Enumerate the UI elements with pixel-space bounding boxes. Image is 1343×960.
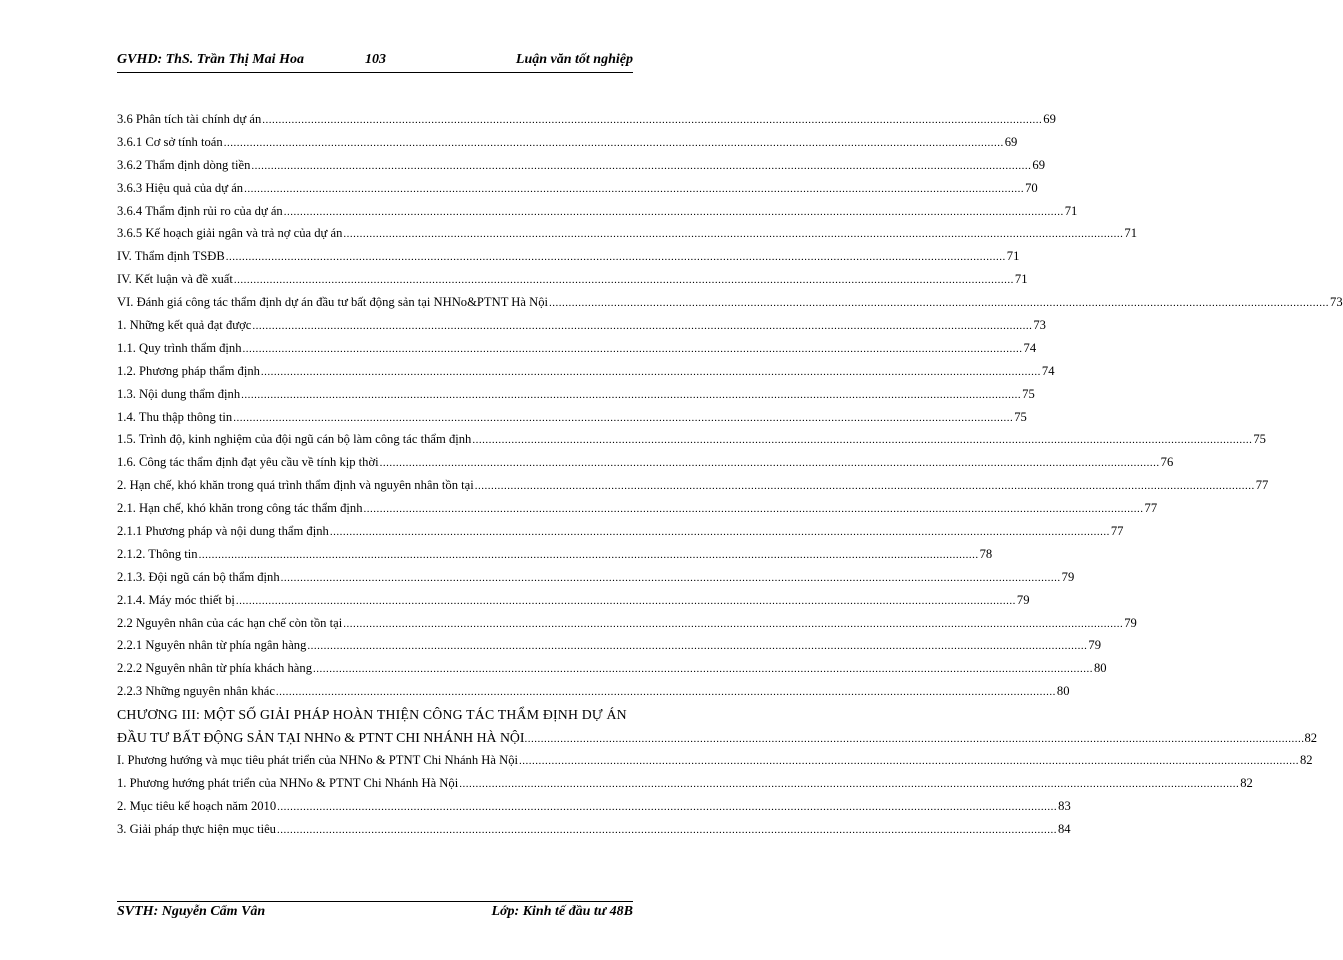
toc-entry[interactable] [117, 455, 1174, 478]
toc-entry-title: 1.6. Công tác thẩm định đạt yêu cầu về tính kịp thời [117, 455, 379, 470]
toc-entry[interactable] [117, 661, 1107, 684]
toc-entry[interactable] [117, 592, 1030, 616]
toc-entry-page: 71 [1006, 249, 1020, 264]
toc-entry-page: 69 [1004, 134, 1018, 149]
toc-entry-page: 79 [1124, 615, 1137, 630]
toc-entry-title: 2. Mục tiêu kế hoạch năm 2010 [117, 798, 277, 813]
toc-entry-title: 2.1.1 Phương pháp và nội dung thẩm định [117, 524, 329, 539]
dot-leader: ................................................................................................................................................................................................................................................ [283, 205, 1064, 218]
dot-leader: ................................................................................................................................................................................................................................................ [242, 342, 1023, 355]
toc-entry[interactable] [117, 569, 1075, 593]
dot-leader: ................................................................................................................................................................................................................................................ [277, 800, 1058, 813]
dot-leader: ................................................................................................................................................................................................................................................ [472, 434, 1253, 447]
toc-entry-title: 2.1.2. Thông tin [117, 546, 198, 561]
toc-entry-title: 3.6.3 Hiệu quả của dự án [117, 180, 244, 195]
toc-entry-page: 84 [1057, 821, 1071, 836]
toc-entry[interactable] [117, 821, 1071, 845]
toc-entry[interactable] [117, 272, 1028, 295]
toc-entry-page: 77 [1110, 524, 1124, 539]
footer-rule [117, 901, 633, 902]
dot-leader: ................................................................................................................................................................................................................................................ [343, 228, 1124, 241]
dot-leader: ................................................................................................................................................................................................................................................ [233, 411, 1014, 424]
toc-entry-title: I. Phương hướng và mục tiêu phát triển của NHNo & PTNT Chi Nhánh Hà Nội [117, 752, 518, 767]
dot-leader: ................................................................................................................................................................................................................................................ [260, 365, 1041, 378]
toc-entry[interactable] [117, 524, 1124, 547]
dot-leader: ................................................................................................................................................................................................................................................ [251, 159, 1032, 172]
toc-entry[interactable] [117, 203, 1078, 227]
dot-leader: ................................................................................................................................................................................................................................................ [275, 686, 1056, 699]
toc-entry[interactable] [117, 386, 1035, 410]
toc-section-b [117, 752, 1313, 845]
dot-leader: ................................................................................................................................................................................................................................................ [276, 823, 1057, 836]
toc-entry[interactable] [117, 295, 1343, 318]
toc-entry[interactable] [117, 684, 1070, 707]
toc-entry[interactable] [117, 226, 1137, 249]
toc-entry-title: 3.6.2 Thẩm định dòng tiền [117, 157, 251, 172]
toc-entry-title: 3.6.4 Thẩm định rủi ro của dự án [117, 203, 283, 218]
dot-leader: ................................................................................................................................................................................................................................................ [223, 136, 1004, 149]
toc-entry-page: 75 [1253, 432, 1266, 447]
toc-entry-title: 1. Những kết quả đạt được [117, 318, 252, 333]
dot-leader: ................................................................................................................................................................................................................................................ [329, 526, 1110, 539]
toc-entry-title: 2.2 Nguyên nhân của các hạn chế còn tồn tại [117, 615, 343, 630]
toc-entry[interactable] [117, 752, 1313, 776]
toc-entry[interactable] [117, 363, 1055, 387]
toc-entry-page: 79 [1016, 592, 1030, 607]
student-label: SVTH: Nguyễn Cẩm Vân [117, 904, 266, 919]
toc-entry-page: 71 [1124, 226, 1137, 241]
toc-entry[interactable] [117, 615, 1137, 639]
toc-entry-title: 3. Giải pháp thực hiện mục tiêu [117, 821, 276, 836]
toc-entry-title: 2.2.1 Nguyên nhân từ phía ngân hàng [117, 638, 307, 653]
toc-entry-page: 69 [1043, 112, 1056, 126]
dot-leader: ................................................................................................................................................................................................................................................ [474, 480, 1255, 493]
toc-entry-title: 2.1.4. Máy móc thiết bị [117, 592, 235, 607]
toc-entry-page: 74 [1041, 363, 1055, 378]
toc-entry[interactable] [117, 798, 1071, 822]
toc-entry-page: 82 [1300, 752, 1313, 767]
toc-entry-page: 83 [1058, 798, 1071, 813]
toc-entry-title: 2.1.3. Đội ngũ cán bộ thẩm định [117, 569, 280, 584]
dot-leader: ................................................................................................................................................................................................................................................ [379, 457, 1160, 470]
table-of-contents [117, 112, 1343, 845]
toc-entry[interactable] [117, 340, 1037, 364]
dot-leader: ................................................................................................................................................................................................................................................ [307, 640, 1088, 653]
toc-entry[interactable] [117, 638, 1101, 661]
toc-entry-title: 3.6.5 Kế hoạch giải ngân và trả nợ của dự án [117, 226, 343, 241]
chapter-title-line-1[interactable]: CHƯƠNG III: MỘT SỐ GIẢI PHÁP HOÀN THIỆN CÔNG TÁC THẨM ĐỊNH DỰ ÁN [117, 707, 627, 723]
toc-entry[interactable] [117, 157, 1045, 181]
toc-entry[interactable] [117, 249, 1020, 272]
dot-leader: ................................................................................................................................................................................................................................................ [343, 617, 1124, 630]
toc-entry[interactable] [117, 432, 1266, 455]
toc-entry-page: 76 [1160, 455, 1174, 470]
toc-entry-title: 1.2. Phương pháp thẩm định [117, 363, 260, 378]
page-footer [117, 904, 633, 926]
dot-leader: ................................................................................................................................................................................................................................................ [252, 320, 1033, 333]
dot-leader: ................................................................................................................................................................................................................................................ [225, 251, 1006, 264]
toc-entry[interactable] [117, 546, 993, 570]
dot-leader: ................................................................................................................................................................................................................................................ [549, 297, 1330, 310]
dot-leader: ................................................................................................................................................................................................................................................ [235, 594, 1016, 607]
header-rule [117, 72, 633, 73]
toc-entry-page: 74 [1023, 340, 1037, 355]
toc-entry-title: 1.3. Nội dung thẩm định [117, 386, 241, 401]
toc-entry-page: 73 [1330, 295, 1343, 310]
page-number: 103 [365, 52, 386, 67]
toc-entry-page: 69 [1032, 157, 1045, 172]
toc-entry[interactable] [117, 478, 1269, 501]
toc-entry[interactable] [117, 501, 1158, 524]
toc-entry-title: 2.1. Hạn chế, khó khăn trong công tác thẩm định [117, 501, 363, 516]
chapter-page-number: 82 [1304, 731, 1318, 746]
toc-entry-page: 82 [1240, 775, 1253, 790]
dot-leader: ................................................................................................................................................................................................................................................ [233, 274, 1014, 287]
toc-entry[interactable] [117, 112, 1056, 135]
toc-entry-page: 75 [1022, 386, 1035, 401]
toc-entry[interactable] [117, 180, 1038, 204]
dot-leader: ................................................................................................................................................................................................................................................ [262, 114, 1043, 126]
dot-leader: ................................................................................................................................................................................................................................................ [313, 663, 1093, 676]
toc-entry-page: 71 [1064, 203, 1078, 218]
toc-section-a [117, 112, 1343, 707]
dot-leader: ................................................................................................................................................................................................................................................ [459, 777, 1240, 790]
toc-entry-page: 71 [1014, 272, 1028, 287]
toc-entry-title: 1.4. Thu thập thông tin [117, 409, 233, 424]
toc-entry-page: 75 [1014, 409, 1027, 424]
toc-entry-title: 3.6.1 Cơ sở tính toán [117, 134, 223, 149]
toc-entry[interactable] [117, 409, 1027, 433]
toc-entry-page: 80 [1056, 684, 1070, 699]
supervisor-label: GVHD: ThS. Trần Thị Mai Hoa [117, 52, 304, 67]
toc-entry[interactable] [117, 775, 1253, 799]
dot-leader: ................................................................................................................................................................................................................................................ [241, 388, 1022, 401]
dot-leader: ................................................................................................................................................................................................................................................ [280, 571, 1061, 584]
class-label: Lớp: Kinh tế đầu tư 48B [491, 904, 633, 919]
toc-entry-title: 1.5. Trình độ, kinh nghiệm của đội ngũ cán bộ làm công tác thẩm định [117, 432, 472, 447]
toc-entry-title: IV. Kết luận và đề xuất [117, 272, 233, 287]
toc-entry-page: 77 [1255, 478, 1269, 493]
toc-entry[interactable] [117, 318, 1046, 341]
toc-entry-page: 70 [1025, 180, 1038, 195]
toc-entry-title: 1. Phương hướng phát triển của NHNo & PTNT Chi Nhánh Hà Nội [117, 775, 459, 790]
page-header [117, 52, 633, 74]
toc-entry-page: 78 [979, 546, 993, 561]
chapter-title-line-2[interactable] [117, 730, 1318, 753]
dot-leader: ................................................................................................................................................................................................................................................ [244, 182, 1025, 195]
toc-entry-page: 77 [1144, 501, 1158, 516]
toc-entry-title: 3.6 Phân tích tài chính dự án [117, 112, 262, 126]
dot-leader: ................................................................................................................................................................................................................................................ [363, 503, 1144, 516]
toc-entry-page: 80 [1094, 661, 1107, 676]
dot-leader: ................................................................................................................................................................................................................................................ [524, 733, 1305, 746]
toc-entry-title: 1.1. Quy trình thẩm định [117, 340, 242, 355]
toc-entry-page: 73 [1033, 318, 1046, 333]
toc-entry-title: IV. Thẩm định TSĐB [117, 249, 225, 264]
toc-entry[interactable] [117, 134, 1018, 158]
dot-leader: ................................................................................................................................................................................................................................................ [519, 754, 1299, 767]
toc-entry-title: 2.2.2 Nguyên nhân từ phía khách hàng [117, 661, 312, 676]
toc-entry-title: 2. Hạn chế, khó khăn trong quá trình thẩm định và nguyên nhân tồn tại [117, 478, 474, 493]
toc-entry-title: VI. Đánh giá công tác thẩm định dự án đầu tư bất động sản tại NHNo&PTNT Hà Nội [117, 295, 549, 310]
toc-entry-page: 79 [1088, 638, 1101, 653]
dot-leader: ................................................................................................................................................................................................................................................ [198, 548, 979, 561]
toc-entry-title: 2.2.3 Những nguyên nhân khác [117, 684, 275, 699]
chapter-title-text: ĐẦU TƯ BẤT ĐỘNG SẢN TẠI NHNo & PTNT CHI NHÁNH HÀ NỘI [117, 730, 525, 746]
toc-entry-page: 79 [1061, 569, 1075, 584]
document-type-label: Luận văn tốt nghiệp [515, 52, 633, 67]
